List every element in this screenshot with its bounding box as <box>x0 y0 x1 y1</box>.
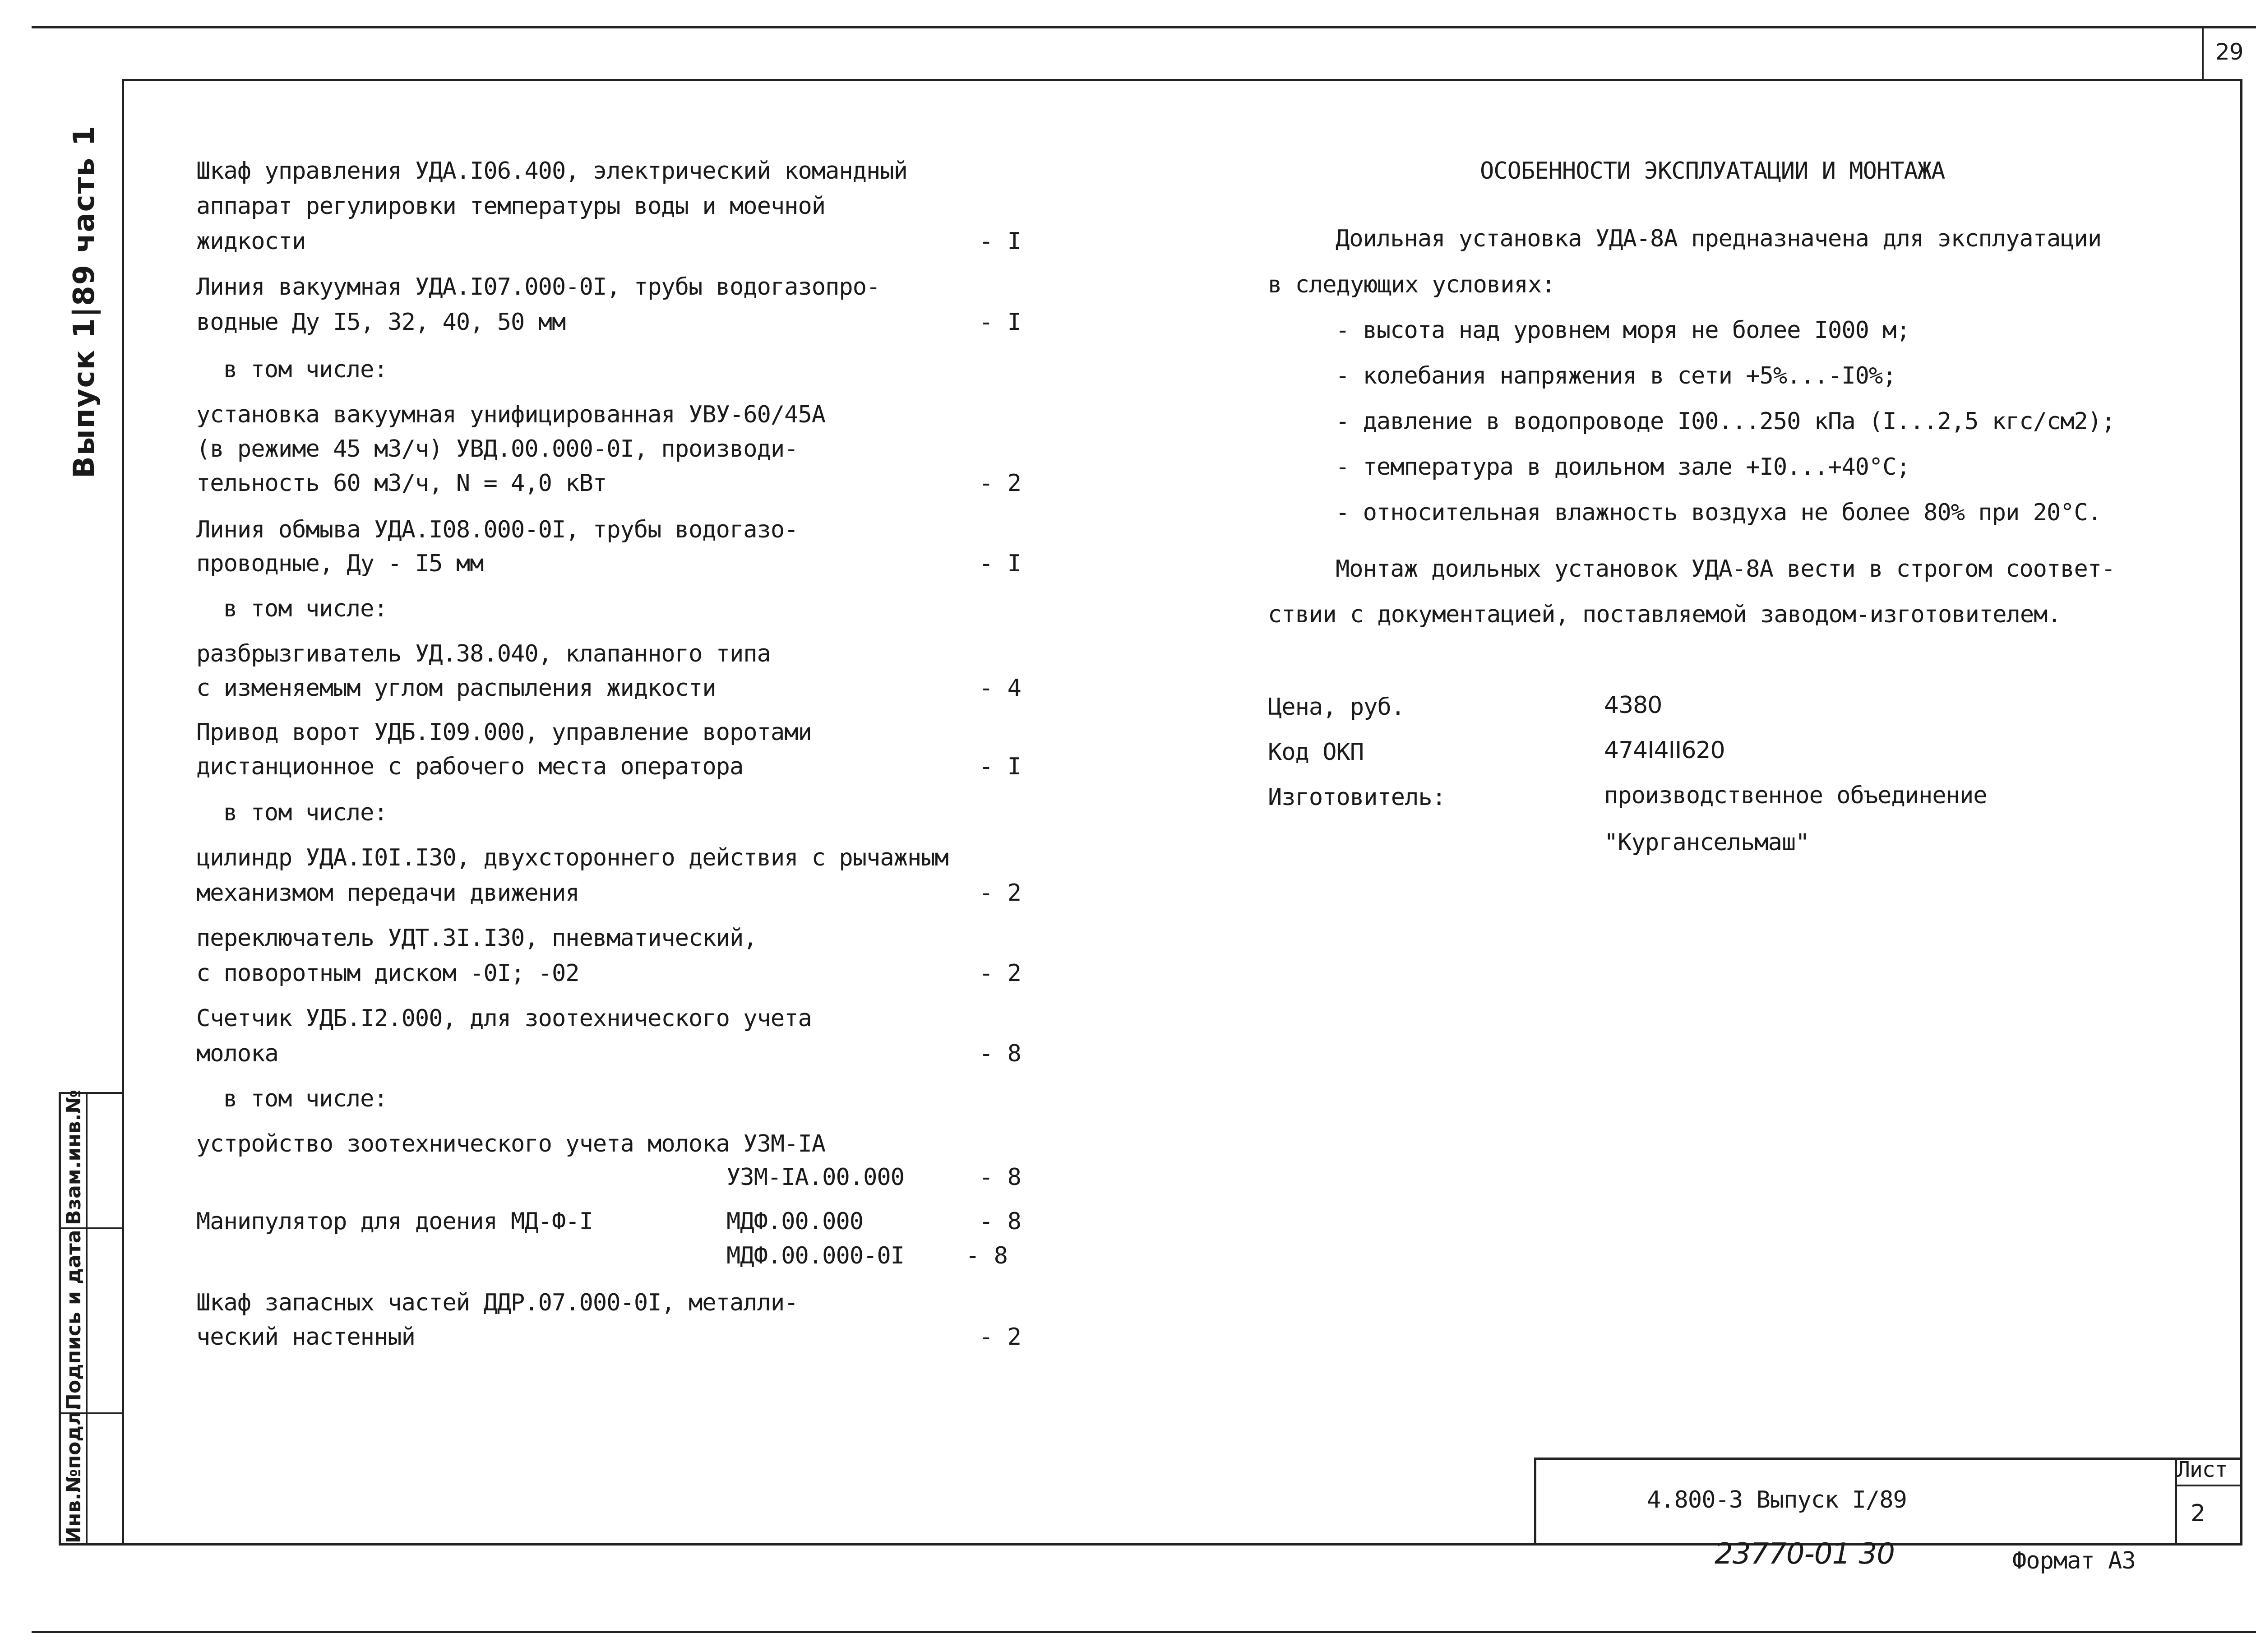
list-item-15-line-1: УЗМ-IА.00.000 <box>726 1164 904 1191</box>
list-item-6-line-1: в том числе: <box>223 595 388 622</box>
list-item-18-line-2: ческий настенный <box>196 1323 415 1351</box>
top-outer-line <box>32 26 2256 28</box>
section-heading: ОСОБЕННОСТИ ЭКСПЛУАТАЦИИ И МОНТАЖА <box>1480 157 1945 185</box>
list-item-5-line-2: проводные, Ду - I5 мм <box>196 550 484 577</box>
mount-line-2: ствии с документацией, поставляемой заводом-изготовителем. <box>1268 601 2061 628</box>
list-item-2-line-1: Линия вакуумная УДА.I07.000-0I, трубы водогазопро- <box>196 273 880 301</box>
list-item-13-line-1: в том числе: <box>223 1085 388 1112</box>
stamp-sheet-value: 2 <box>2191 1500 2205 1527</box>
list-item-10-qty: - 2 <box>979 879 1022 907</box>
list-item-7-line-2: с изменяемым углом распыления жидкости <box>196 675 716 702</box>
format-label: Формат А3 <box>2012 1547 2136 1574</box>
side-table-signature: Подпись и дата <box>62 1230 85 1410</box>
list-item-17-line-1: МДФ.00.000-0I <box>726 1242 904 1269</box>
intro-line-2: в следующих условиях: <box>1268 271 1555 298</box>
maker-label: Изготовитель: <box>1268 784 1446 811</box>
side-table-inv: Инв.№подл. <box>62 1403 85 1543</box>
list-item-10-line-2: механизмом передачи движения <box>196 879 579 907</box>
handwritten-number: 23770-01 30 <box>1715 1537 1895 1571</box>
stamp-top <box>1534 1458 2242 1460</box>
side-table-left <box>59 1092 61 1546</box>
list-item-12-line-1: Счетчик УДБ.I2.000, для зоотехнического учета <box>196 1005 812 1032</box>
list-item-5-line-1: Линия обмыва УДА.I08.000-0I, трубы водогазо- <box>196 516 798 543</box>
list-item-16-line-2: МДФ.00.000 <box>726 1208 864 1235</box>
list-item-9-line-1: в том числе: <box>223 799 388 826</box>
condition-2: - колебания напряжения в сети +5%...-I0%; <box>1336 362 1896 389</box>
list-item-3-line-1: в том числе: <box>223 356 388 383</box>
list-item-1-qty: - I <box>979 228 1022 255</box>
list-item-10-line-1: цилиндр УДА.I0I.I30, двухстороннего действия с рычажным <box>196 844 948 871</box>
page-number: 29 <box>2215 39 2243 65</box>
condition-1: - высота над уровнем моря не более I000 м; <box>1336 317 1910 344</box>
list-item-4-line-1: установка вакуумная унифицированная УВУ-60/45А <box>196 401 826 428</box>
side-table-replace: Взам.инв.№ <box>62 1089 85 1225</box>
list-item-1-line-2: аппарат регулировки температуры воды и моечной <box>196 193 826 220</box>
side-table-mid <box>86 1092 88 1546</box>
page-number-box-left <box>2202 26 2204 80</box>
condition-5: - относительная влажность воздуха не более 80% при 20°C. <box>1336 499 2102 526</box>
list-item-11-line-2: с поворотным диском -0I; -02 <box>196 960 579 987</box>
list-item-2-line-2: водные Ду I5, 32, 40, 50 мм <box>196 309 566 336</box>
mount-line-1: Монтаж доильных установок УДА-8А вести в строгом соответ- <box>1336 555 2115 583</box>
condition-4: - температура в доильном зале +I0...+40°C; <box>1336 453 1910 481</box>
intro-line-1: Доильная установка УДА-8А предназначена для эксплуатации <box>1336 225 2102 252</box>
list-item-2-qty: - I <box>979 309 1022 336</box>
list-item-16-line-1: Манипулятор для доения МД-Ф-I <box>196 1208 593 1235</box>
list-item-4-line-2: (в режиме 45 м3/ч) УВД.00.000-0I, производи- <box>196 435 798 463</box>
list-item-8-line-1: Привод ворот УДБ.I09.000, управление воротами <box>196 719 812 746</box>
frame-left <box>122 79 124 1546</box>
list-item-4-line-3: тельность 60 м3/ч, N = 4,0 кВт <box>196 470 607 497</box>
list-item-7-line-1: разбрызгиватель УД.38.040, клапанного типа <box>196 640 771 667</box>
price-label: Цена, руб. <box>1268 694 1405 721</box>
frame-right <box>2240 79 2242 1546</box>
outer-bottom <box>32 1631 2256 1633</box>
list-item-16-qty: - 8 <box>979 1208 1022 1235</box>
list-item-12-qty: - 8 <box>979 1040 1022 1067</box>
stamp-document-code: 4.800-3 Выпуск I/89 <box>1647 1486 1907 1513</box>
maker-value-2: "Кургансельмаш" <box>1604 829 1809 856</box>
okp-value: 474I4II620 <box>1604 737 1725 764</box>
maker-value-1: производственное объединение <box>1604 782 1987 809</box>
stamp-left <box>1534 1458 1536 1546</box>
side-note: Выпуск 1|89 часть 1 <box>68 125 101 478</box>
list-item-11-line-1: переключатель УДТ.3I.I30, пневматический, <box>196 925 757 952</box>
price-value: 4380 <box>1604 692 1662 719</box>
list-item-4-qty: - 2 <box>979 470 1022 497</box>
list-item-5-qty: - I <box>979 550 1022 577</box>
list-item-7-qty: - 4 <box>979 675 1022 702</box>
okp-label: Код ОКП <box>1268 739 1364 766</box>
frame-bottom <box>59 1543 2242 1546</box>
list-item-8-line-2: дистанционное с рабочего места оператора <box>196 753 744 780</box>
list-item-8-qty: - I <box>979 753 1022 780</box>
list-item-18-line-1: Шкаф запасных частей ДДР.07.000-0I, металли- <box>196 1289 798 1316</box>
list-item-1-line-3: жидкости <box>196 228 306 255</box>
list-item-12-line-2: молока <box>196 1040 278 1067</box>
list-item-1-line-1: Шкаф управления УДА.I06.400, электрический командный <box>196 157 907 185</box>
frame-top <box>122 79 2242 81</box>
stamp-sheet-label: Лист <box>2177 1457 2228 1482</box>
list-item-14-line-1: устройство зоотехнического учета молока УЗМ-IА <box>196 1130 826 1157</box>
list-item-18-qty: - 2 <box>979 1323 1022 1351</box>
list-item-11-qty: - 2 <box>979 960 1022 987</box>
list-item-17-qty: - 8 <box>966 1242 1008 1269</box>
list-item-15-qty: - 8 <box>979 1164 1022 1191</box>
side-table-sep1 <box>59 1227 124 1229</box>
condition-3: - давление в водопроводе I00...250 кПа (I...2,5 кгс/см2); <box>1336 408 2115 435</box>
